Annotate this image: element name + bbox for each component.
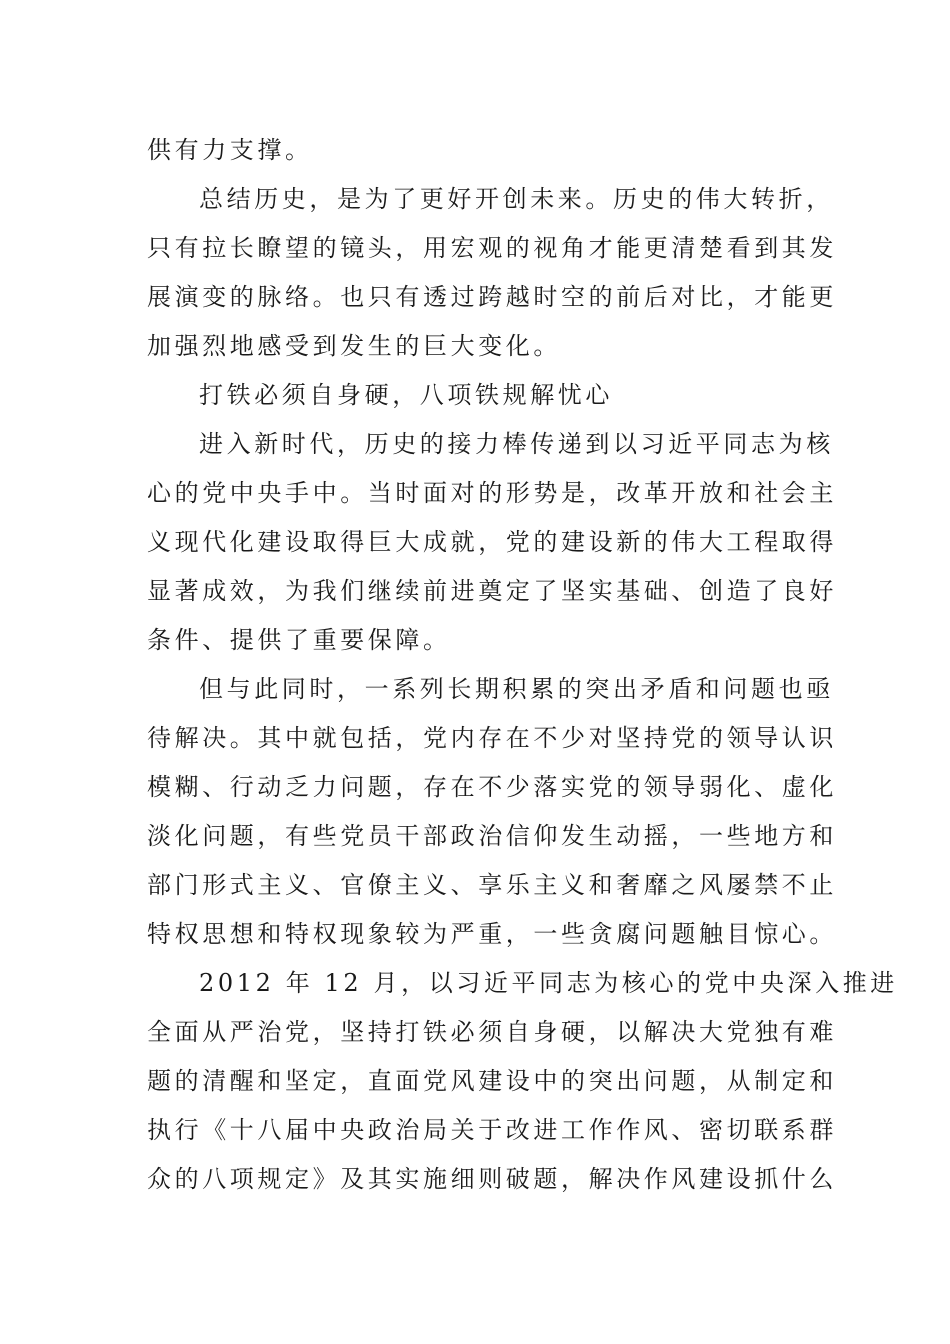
text-line: 全面从严治党，坚持打铁必须自身硬，以解决大党独有难 [147,1018,837,1046]
text-line: 执行《十八届中央政治局关于改进工作作风、密切联系群 [147,1116,837,1144]
text-line: 只有拉长瞭望的镜头，用宏观的视角才能更清楚看到其发 [147,234,837,262]
text-line: 加强烈地感受到发生的巨大变化。 [147,332,561,360]
text-line: 总结历史，是为了更好开创未来。历史的伟大转折， [199,185,834,213]
text-line: 条件、提供了重要保障。 [147,626,451,654]
text-line: 题的清醒和坚定，直面党风建设中的突出问题，从制定和 [147,1067,837,1095]
text-line: 待解决。其中就包括，党内存在不少对坚持党的领导认识 [147,724,837,752]
text-line: 部门形式主义、官僚主义、享乐主义和奢靡之风屡禁不止 [147,871,837,899]
text-line: 进入新时代，历史的接力棒传递到以习近平同志为核 [199,430,834,458]
text-line: 众的八项规定》及其实施细则破题，解决作风建设抓什么 [147,1165,837,1193]
text-line: 显著成效，为我们继续前进奠定了坚实基础、创造了良好 [147,577,837,605]
document-body [147,126,898,1204]
text-line: 心的党中央手中。当时面对的形势是，改革开放和社会主 [147,479,837,507]
section-heading: 打铁必须自身硬，八项铁规解忧心 [199,381,613,409]
text-line: 特权思想和特权现象较为严重，一些贪腐问题触目惊心。 [147,920,837,948]
text-line: 供有力支撑。 [147,136,313,164]
text-line: 模糊、行动乏力问题，存在不少落实党的领导弱化、虚化 [147,773,837,801]
text-line: 但与此同时，一系列长期积累的突出矛盾和问题也亟 [199,675,834,703]
text-line: 展演变的脉络。也只有透过跨越时空的前后对比，才能更 [147,283,837,311]
text-line: 淡化问题，有些党员干部政治信仰发生动摇，一些地方和 [147,822,837,850]
text-line: 义现代化建设取得巨大成就，党的建设新的伟大工程取得 [147,528,837,556]
text-line: 2012 年 12 月，以习近平同志为核心的党中央深入推进 [199,969,898,997]
